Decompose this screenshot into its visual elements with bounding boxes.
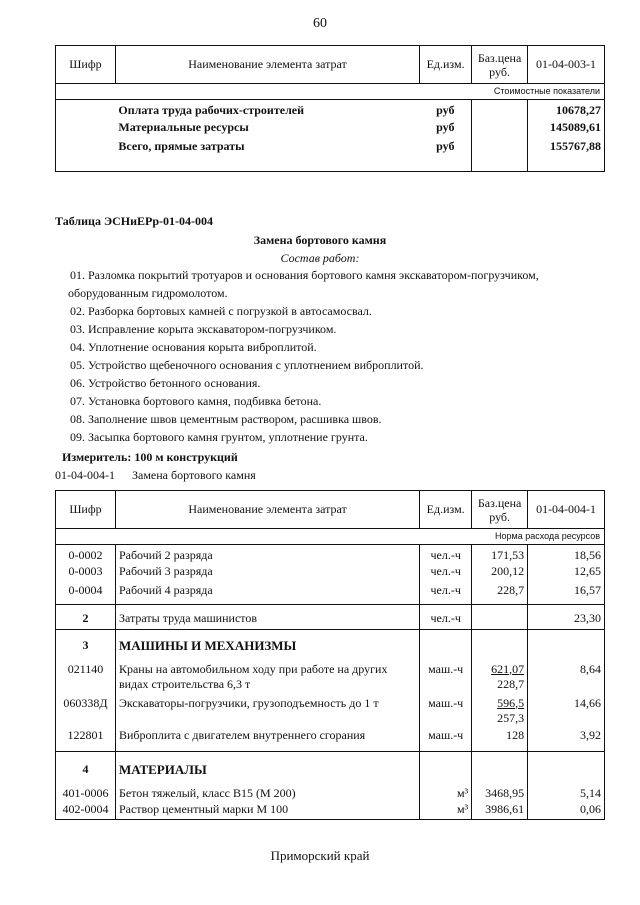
work-item: 04. Уплотнение основания корыта виброплитой.	[70, 340, 317, 354]
header-name: Наименование элемента затрат	[115, 491, 419, 529]
row-price: 3986,61	[472, 802, 528, 820]
row-name: Оплата труда рабочих-строителей	[118, 103, 305, 117]
row-norm: 8,64	[528, 658, 605, 692]
row-unit: м³	[420, 782, 472, 802]
row-price: 171,53	[472, 545, 528, 564]
row-norm: 12,65	[528, 564, 605, 583]
row-value: 145089,61	[528, 120, 605, 139]
table-row	[56, 692, 605, 726]
row-value: 155767,88	[528, 139, 605, 158]
row-unit: м³	[420, 802, 472, 820]
header-code: Шифр	[56, 46, 116, 84]
row-norm: 3,92	[528, 726, 605, 752]
row-name: Рабочий 4 разряда	[115, 583, 419, 605]
table-row	[56, 583, 605, 605]
row-norm: 16,57	[528, 583, 605, 605]
table-row	[56, 726, 605, 752]
table-row	[56, 564, 605, 583]
row-price: 200,12	[472, 564, 528, 583]
row-price: 228,7	[472, 583, 528, 605]
work-item: 08. Заполнение швов цементным раствором, расшивка швов.	[70, 412, 382, 426]
header-name: Наименование элемента затрат	[115, 46, 419, 84]
cost-subheader: Стоимостные показатели	[56, 84, 605, 100]
row-value: 10678,27	[528, 100, 605, 120]
footer-region: Приморский край	[270, 848, 370, 863]
table-row	[56, 139, 605, 158]
row-price: 3468,95	[472, 782, 528, 802]
header-ref: 01-04-004-1	[528, 491, 605, 529]
row-norm: 0,06	[528, 802, 605, 820]
section-row	[56, 630, 605, 658]
section-code: 3	[56, 630, 116, 658]
row-norm: 14,66	[528, 692, 605, 726]
table-row	[56, 100, 605, 120]
work-item: 05. Устройство щебеночного основания с уплотнением виброплитой.	[70, 358, 424, 372]
work-item: 01. Разломка покрытий тротуаров и основания бортового камня экскаватором-погрузчиком,	[70, 268, 539, 282]
header-unit: Ед.изм.	[420, 46, 472, 84]
header-unit: Ед.изм.	[420, 491, 472, 529]
row-code: 060338Д	[56, 692, 116, 726]
row-code: 401-0006	[56, 782, 116, 802]
section-code: 4	[56, 752, 116, 782]
row-price: 596,5	[497, 695, 525, 710]
row-price: 621,07	[491, 661, 525, 676]
row-code: 0-0002	[56, 545, 116, 564]
row-name: Рабочий 2 разряда	[115, 545, 419, 564]
row-norm: 18,56	[528, 545, 605, 564]
row-name: Рабочий 3 разряда	[115, 564, 419, 583]
table-row	[56, 120, 605, 139]
row-name-cont: видах строительства 6,3 т	[118, 676, 251, 691]
row-unit: чел.-ч	[420, 545, 472, 564]
measure: Измеритель: 100 м конструкций	[62, 450, 238, 464]
works-list	[70, 266, 610, 446]
row-unit: руб	[420, 139, 472, 158]
row-unit: чел.-ч	[420, 564, 472, 583]
table-row	[56, 782, 605, 802]
resource-table	[55, 490, 605, 820]
section-row	[56, 752, 605, 782]
row-code: 122801	[56, 726, 116, 752]
table-row	[56, 658, 605, 692]
row-norm: 5,14	[528, 782, 605, 802]
works-title: Состав работ:	[280, 251, 360, 265]
item-name: Замена бортового камня	[132, 468, 256, 482]
row-code: 0-0004	[56, 583, 116, 605]
header-price: Баз.цена руб.	[472, 46, 528, 84]
table-label: Таблица ЭСНиЕРр-01-04-004	[55, 214, 214, 228]
row-norm: 23,30	[528, 605, 605, 630]
row-name: Раствор цементный марки М 100	[115, 802, 419, 820]
table-row	[56, 802, 605, 820]
work-item: оборудованным гидромолотом.	[68, 286, 228, 300]
row-price-alt: 257,3	[497, 710, 525, 725]
work-item: 09. Засыпка бортового камня грунтом, уплотнение грунта.	[70, 430, 368, 444]
row-name: Материальные ресурсы	[118, 119, 249, 134]
row-unit: маш.-ч	[420, 726, 472, 752]
header-price: Баз.цена руб.	[472, 491, 528, 529]
row-unit: руб	[420, 120, 472, 139]
section-name: МАТЕРИАЛЫ	[115, 752, 419, 782]
row-code: 0-0003	[56, 564, 116, 583]
cost-table	[55, 45, 605, 172]
row-price: 128	[472, 726, 528, 752]
row-name: Бетон тяжелый, класс В15 (М 200)	[115, 782, 419, 802]
header-code: Шифр	[56, 491, 116, 529]
work-item: 06. Устройство бетонного основания.	[70, 376, 261, 390]
row-code: 402-0004	[56, 802, 116, 820]
work-item: 03. Исправление корыта экскаватором-погрузчиком.	[70, 322, 337, 336]
row-name: Краны на автомобильном ходу при работе на других	[118, 661, 388, 676]
row-unit: маш.-ч	[420, 658, 472, 692]
table-row	[56, 605, 605, 630]
row-name: Экскаваторы-погрузчики, грузоподъемность до 1 т	[115, 692, 419, 726]
row-code: 021140	[56, 658, 116, 692]
row-code: 2	[56, 605, 116, 630]
resource-subheader: Норма расхода ресурсов	[56, 529, 605, 545]
row-name: Всего, прямые затраты	[118, 138, 245, 153]
row-name: Виброплита с двигателем внутреннего сгорания	[115, 726, 419, 752]
row-unit: чел.-ч	[420, 605, 472, 630]
row-unit: руб	[420, 100, 472, 120]
row-price-alt: 228,7	[497, 676, 525, 691]
header-ref: 01-04-003-1	[528, 46, 605, 84]
item-code: 01-04-004-1	[55, 468, 115, 482]
work-item: 02. Разборка бортовых камней с погрузкой в автосамосвал.	[70, 304, 372, 318]
section-name: МАШИНЫ И МЕХАНИЗМЫ	[115, 630, 419, 658]
row-unit: чел.-ч	[420, 583, 472, 605]
table-row	[56, 545, 605, 564]
row-name: Затраты труда машинистов	[115, 605, 419, 630]
work-item: 07. Установка бортового камня, подбивка бетона.	[70, 394, 322, 408]
row-unit: маш.-ч	[420, 692, 472, 726]
section-title: Замена бортового камня	[253, 233, 387, 247]
page-number: 60	[313, 16, 327, 31]
